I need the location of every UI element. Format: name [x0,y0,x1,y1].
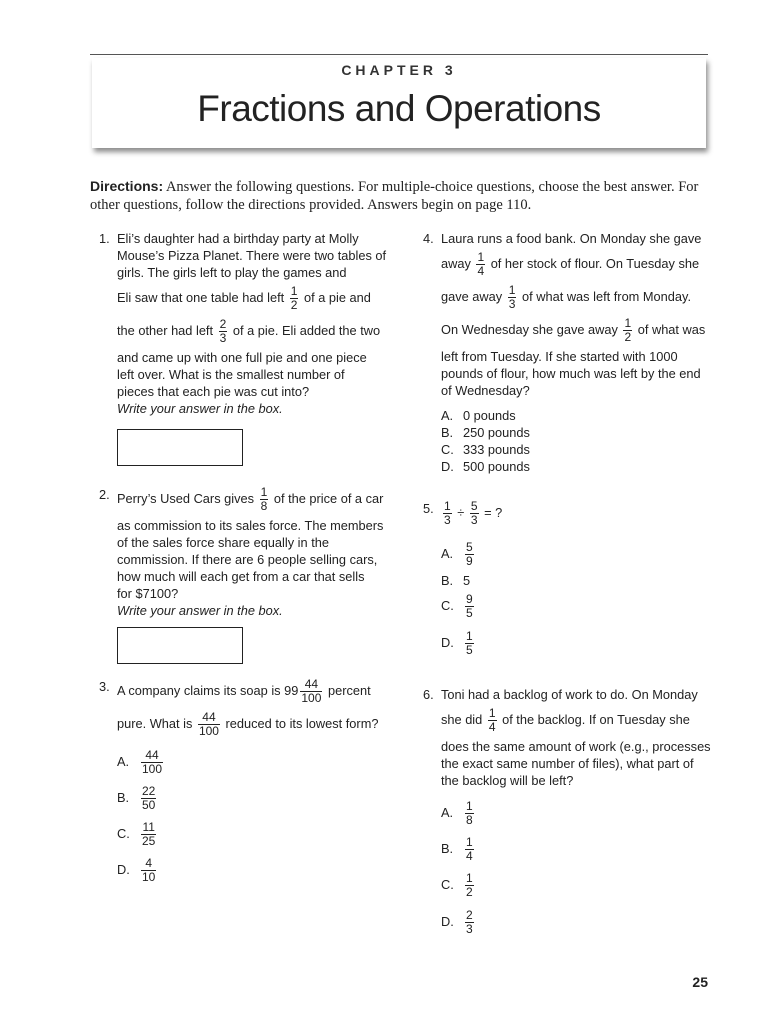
fraction: $\frac{1}{4}$ [477,250,485,278]
fraction: $\frac{1}{2}$ [466,871,473,899]
fraction: $\frac{2}{3}$ [219,317,227,345]
directions-text: Answer the following questions. For multiple-choice questions, choose the best answer. For other questions, follow the directions provided. Answers begin on page 110. [90,179,699,213]
question-text-line: Laura runs a food bank. On Monday she gave [441,231,702,246]
fraction: $\frac{1}{2}$ [624,316,632,344]
fraction: $\frac{9}{5}$ [466,592,473,620]
question-text-line: $\frac{1}{3}$ ÷ $\frac{5}{3}$ = ? [444,499,503,527]
question-4 [423,230,706,399]
choice-q4-a[interactable]: A. 0 pounds [441,408,516,423]
chapter-header [92,58,706,148]
question-text-line: for $7100? [117,586,179,601]
fraction: $\frac{2}{3}$ [466,908,473,936]
directions-label: Directions: [90,178,164,194]
question-text-line: girls. The girls left to play the games and [117,265,347,280]
choice-q5-d[interactable]: D. $\frac{1}{5}$ [441,629,473,657]
question-text-line: pure. What is $\frac{44}{100}$ reduced to its lowest form? [117,710,379,738]
question-number: 6. [423,687,434,702]
question-number: 2. [99,487,110,502]
question-text-line: the other had left $\frac{2}{3}$ of a pie. Eli added the two [117,317,381,345]
fraction: $\frac{5}{9}$ [466,540,473,568]
question-6 [423,686,711,789]
question-text-line: the backlog will be left? [441,773,574,788]
choice-q4-b[interactable]: B. 250 pounds [441,425,530,440]
question-number: 3. [99,679,110,694]
fraction: $\frac{44}{100}$ [198,710,219,738]
question-text-line: pieces that each pie was cut into? [117,384,310,399]
answer-instruction: Write your answer in the box. [117,401,283,416]
question-text-line: A company claims its soap is 99 $\frac{44}{100}$ percent [117,677,371,705]
question-3 [99,677,379,738]
fraction: $\frac{1}{2}$ [290,284,298,312]
question-text-line: she did $\frac{1}{4}$ of the backlog. If on Tuesday she [441,706,690,734]
question-text-line: left from Tuesday. If she started with 1000 [441,349,678,364]
choice-q5-a[interactable]: A. $\frac{5}{9}$ [441,540,473,568]
choice-q5-c[interactable]: C. $\frac{9}{5}$ [441,592,473,620]
question-number: 4. [423,231,434,246]
chapter-label: CHAPTER 3 [341,62,457,78]
choice-q6-b[interactable]: B. $\frac{1}{4}$ [441,835,473,863]
question-text-line: of Wednesday? [441,383,530,398]
chapter-title: Fractions and Operations [197,88,601,129]
question-2 [99,485,384,619]
fraction: $\frac{1}{4}$ [488,706,496,734]
question-text-line: Mouse’s Pizza Planet. There were two tables of [117,248,387,263]
question-text-line: Perry’s Used Cars gives $\frac{1}{8}$ of the price of a car [117,485,384,513]
fraction: $\frac{44}{100}$ [142,748,163,776]
question-text-line: does the same amount of work (e.g., processes [441,739,711,754]
fraction: $\frac{44}{100}$ [301,677,322,705]
question-text-line: away $\frac{1}{4}$ of her stock of flour. On Tuesday she [441,250,700,278]
question-text-line: left over. What is the smallest number of [117,367,345,382]
question-text-line: commission. If there are 6 people selling cars, [117,552,378,567]
question-text-line: of the sales force share equally in the [117,535,329,550]
choice-q3-c[interactable]: C. $\frac{11}{25}$ [117,820,156,848]
fraction: $\frac{1}{4}$ [466,835,473,863]
choice-q4-d[interactable]: D. 500 pounds [441,459,530,474]
directions [90,177,710,214]
fraction: $\frac{1}{8}$ [260,485,268,513]
page-number: 25 [692,974,708,990]
question-5 [423,499,503,527]
answer-box-q1[interactable] [117,429,243,466]
choice-q3-d[interactable]: D. $\frac{4}{10}$ [117,856,156,884]
question-text-line: Eli saw that one table had left $\frac{1}{2}$ of a pie and [117,284,371,312]
fraction: $\frac{1}{5}$ [466,629,473,657]
question-number: 1. [99,231,110,246]
question-text-line: and came up with one full pie and one piece [117,350,367,365]
question-text-line: gave away $\frac{1}{3}$ of what was left from Monday. [441,283,692,311]
fraction: $\frac{5}{3}$ [470,499,478,527]
fraction: $\frac{1}{3}$ [444,499,451,527]
fraction: $\frac{4}{10}$ [142,856,156,884]
header-top-rule [90,54,708,55]
choice-q6-d[interactable]: D. $\frac{2}{3}$ [441,908,473,936]
question-text-line: as commission to its sales force. The members [117,518,384,533]
question-text-line: Eli’s daughter had a birthday party at Molly [117,231,359,246]
choice-q4-c[interactable]: C. 333 pounds [441,442,530,457]
fraction: $\frac{1}{8}$ [466,799,473,827]
choice-q3-b[interactable]: B. $\frac{22}{50}$ [117,784,156,812]
question-text-line: how much will each get from a car that sells [117,569,365,584]
question-text-line: Toni had a backlog of work to do. On Monday [441,687,698,702]
fraction: $\frac{11}{25}$ [142,820,156,848]
question-text-line: pounds of flour, how much was left by the end [441,366,701,381]
choice-q3-a[interactable]: A. $\frac{44}{100}$ [117,748,163,776]
answer-instruction: Write your answer in the box. [117,603,283,618]
question-text-line: On Wednesday she gave away $\frac{1}{2}$ of what was [441,316,706,344]
fraction: $\frac{22}{50}$ [142,784,156,812]
question-1 [99,230,387,417]
choice-q6-c[interactable]: C. $\frac{1}{2}$ [441,871,473,899]
choice-q5-b[interactable]: B. 5 [441,573,471,588]
answer-box-q2[interactable] [117,627,243,664]
question-number: 5. [423,501,434,516]
question-text-line: the exact same number of files), what part of [441,756,694,771]
choice-q6-a[interactable]: A. $\frac{1}{8}$ [441,799,473,827]
fraction: $\frac{1}{3}$ [508,283,516,311]
